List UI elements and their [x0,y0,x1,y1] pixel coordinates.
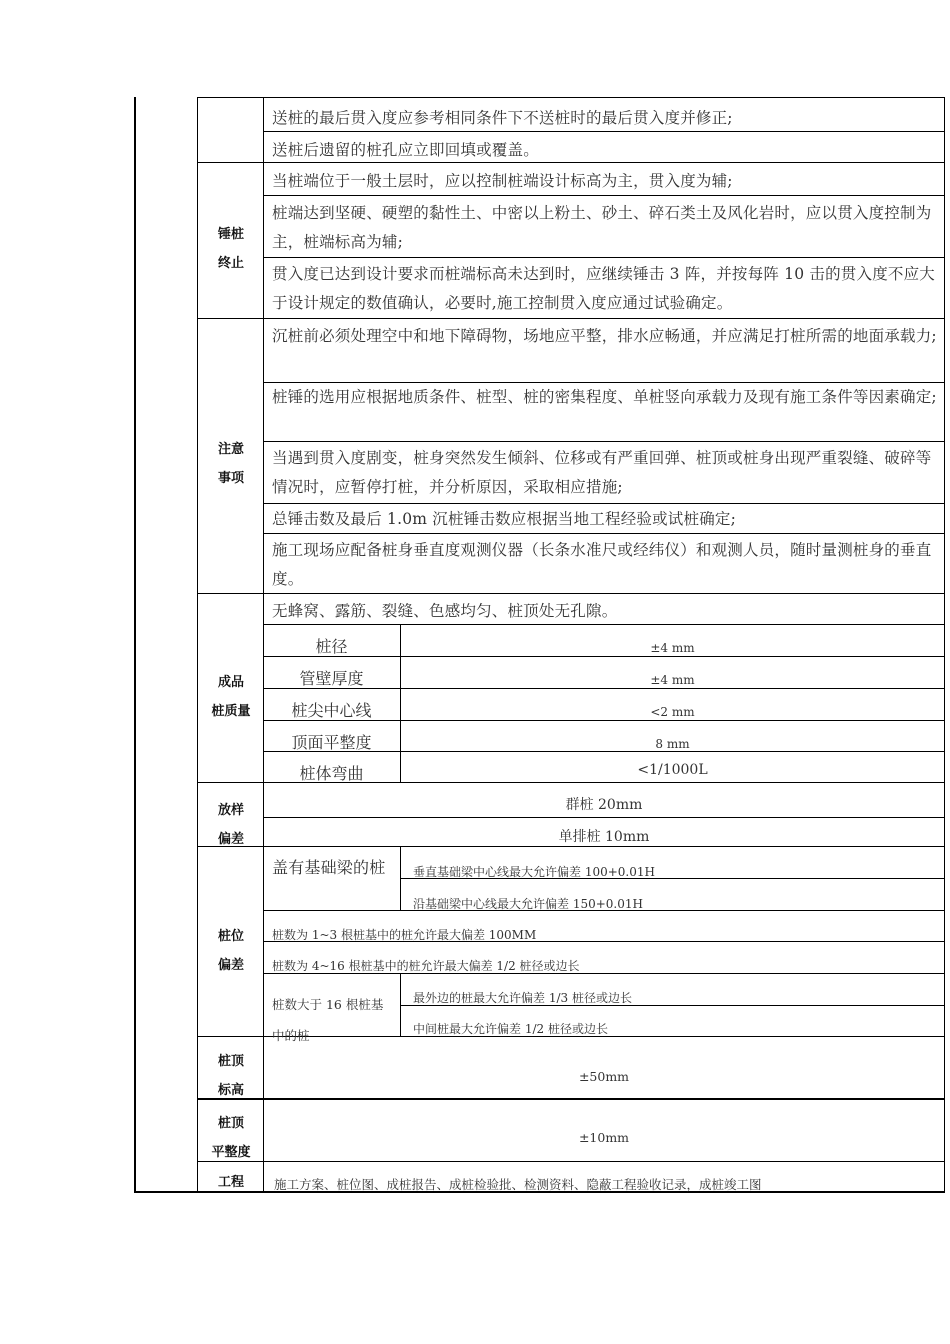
chuizhuang-line-2: 桩端达到坚硬、硬塑的黏性土、中密以上粉土、砂土、碎石类土及风化岩时，应以贯入度控制为主，桩端标高为辅; [272,204,932,251]
biaogao-label-1: 桩顶 [217,1054,244,1069]
zhuangwei-many-value: 最外边的桩最大允许偏差 1/3 桩径或边长 [413,991,632,1005]
chengpin-intro: 无蜂窝、露筋、裂缝、色感均匀、桩顶处无孔隙。 [272,602,618,620]
table-grid-line [263,503,945,504]
songzhuang-line-2: 送桩后遗留的桩孔应立即回填或覆盖。 [272,141,539,159]
zhuyi-line-3: 当遇到贯入度剧变，桩身突然发生倾斜、位移或有严重回弹、桩顶或桩身出现严重裂缝、破碎等情况时，应暂停打桩，并分析原因，采取相应措施; [272,449,932,496]
chengpin-item-value: 8 mm [655,737,690,751]
table-grid-line [263,441,945,442]
table-grid-line [197,1161,945,1162]
chengpin-item-value: <1/1000L [637,762,708,778]
zhuangwei-beam-label: 盖有基础梁的桩 [272,858,386,877]
songzhuang-line-1: 送桩的最后贯入度应参考相同条件下不送桩时的最后贯入度并修正; [272,109,733,127]
fangyang-label-2: 偏差 [217,832,244,847]
chengpin-item-name: 管壁厚度 [299,669,364,688]
zhuangwei-count-line: 桩数为 4~16 根桩基中的桩允许最大偏差 1/2 桩径或边长 [272,959,580,973]
zhuyi-label-2: 事项 [217,471,244,486]
zhuangwei-many-value: 中间桩最大允许偏差 1/2 桩径或边长 [413,1022,608,1036]
chengpin-item-name: 桩体弯曲 [299,764,364,783]
chengpin-item-name: 桩尖中心线 [291,701,372,720]
table-grid-line [263,817,945,818]
chengpin-item-name: 顶面平整度 [291,733,372,752]
zhuangwei-label-2: 偏差 [217,958,244,973]
table-grid-line [197,1098,945,1100]
chengpin-label-1: 成品 [217,675,244,690]
fangyang-value: 群桩 20mm [565,797,643,813]
biaogao-label-2: 标高 [217,1083,244,1098]
pingzheng-label-2: 平整度 [211,1145,251,1160]
zhuyi-label-1: 注意 [217,442,244,457]
biaogao-value: ±50mm [578,1069,630,1084]
table-grid-line [944,97,945,1193]
fangyang-value: 单排桩 10mm [558,829,650,845]
pingzheng-value: ±10mm [578,1130,630,1145]
zhuangwei-beam-value: 垂直基础梁中心线最大允许偏差 100+0.01H [413,865,655,879]
zhuangwei-label-1: 桩位 [217,929,244,944]
pingzheng-label-1: 桩顶 [217,1116,244,1131]
chengpin-item-name: 桩径 [315,637,348,656]
chengpin-item-value: ±4 mm [650,641,695,655]
zhuangwei-many-label: 桩数大于 16 根桩基中的桩 [272,997,384,1043]
table-grid-line [197,846,945,847]
zhuyi-line-5: 施工现场应配备桩身垂直度观测仪器（长条水准尺或经纬仪）和观测人员，随时量测桩身的垂直度。 [272,541,932,588]
table-grid-line [197,318,945,319]
table-grid-line [263,257,945,258]
table-grid-line [197,97,945,98]
zhuyi-line-2: 桩锤的选用应根据地质条件、桩型、桩的密集程度、单桩竖向承载力及现有施工条件等因素确定; [272,388,937,406]
zhuyi-line-1: 沉桩前必须处理空中和地下障碍物，场地应平整，排水应畅通，并应满足打桩所需的地面承载力; [272,327,937,345]
gongcheng-value: 施工方案、桩位图、成桩报告、成桩检验批、检测资料、隐蔽工程验收记录，成桩竣工图 [274,1177,762,1192]
chengpin-label-2: 桩质量 [211,704,251,719]
fangyang-label-1: 放样 [217,803,244,818]
chengpin-item-value: <2 mm [650,705,695,719]
zhuyi-line-4: 总锤击数及最后 1.0m 沉桩锤击数应根据当地工程经验或试桩确定; [272,510,737,528]
zhuangwei-beam-value: 沿基础梁中心线最大允许偏差 150+0.01H [413,897,643,911]
chengpin-item-value: ±4 mm [650,673,695,687]
chuizhuang-label-2: 终止 [217,256,244,271]
chuizhuang-line-3: 贯入度已达到设计要求而桩端标高未达到时，应继续锤击 3 阵，并按每阵 10 击的贯入度不应大于设计规定的数值确认，必要时,施工控制贯入度应通过试验确定。 [272,265,935,312]
chuizhuang-line-1: 当桩端位于一般土层时，应以控制桩端设计标高为主，贯入度为辅; [272,172,733,190]
gongcheng-label: 工程 [217,1175,244,1190]
chuizhuang-label-1: 锤桩 [217,227,244,242]
zhuangwei-count-line: 桩数为 1~3 根桩基中的桩允许最大偏差 100MM [272,928,537,942]
